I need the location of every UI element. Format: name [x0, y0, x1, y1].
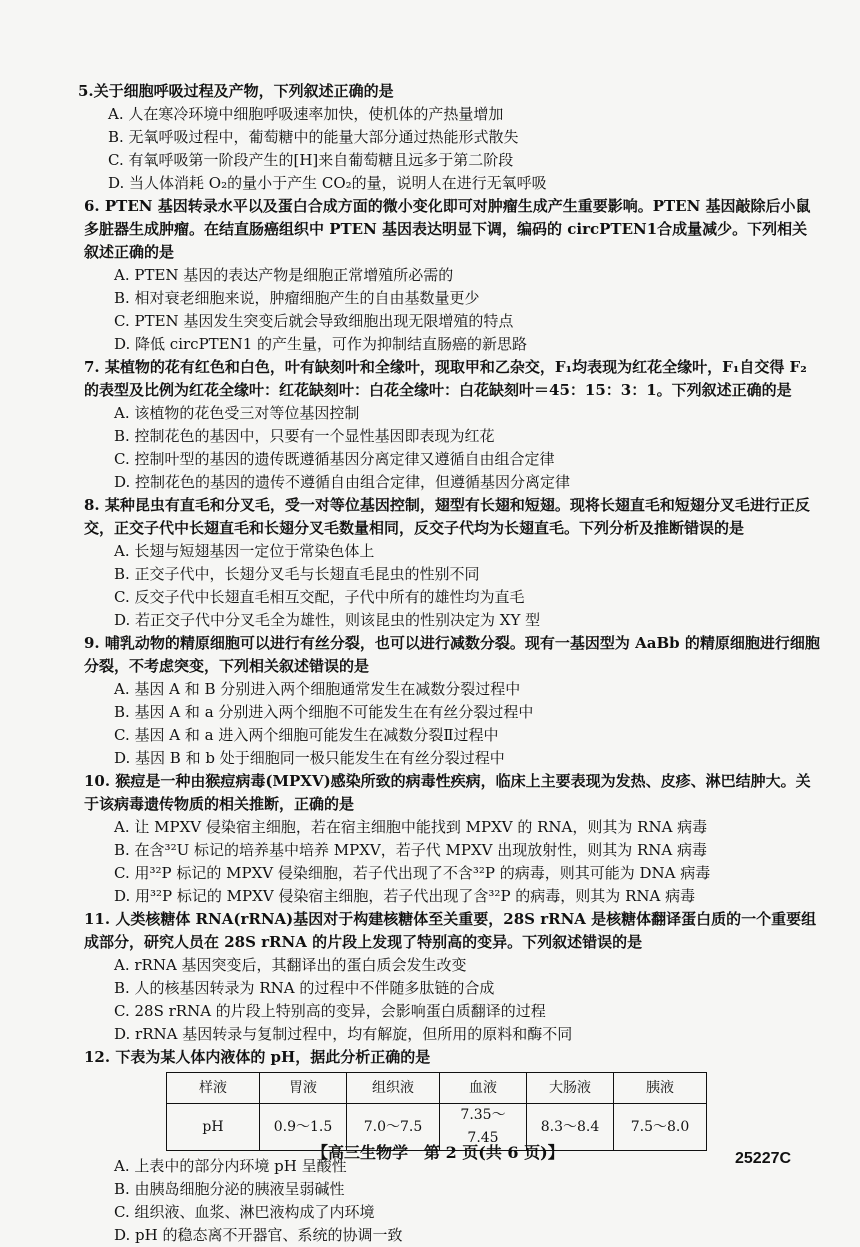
option-a: A. 让 MPXV 侵染宿主细胞，若在宿主细胞中能找到 MPXV 的 RNA，则其为 RNA 病毒	[114, 818, 708, 836]
table-header-row	[167, 1073, 707, 1104]
option-a: A. rRNA 基因突变后，其翻译出的蛋白质会发生改变	[114, 956, 467, 974]
option-a: A. 该植物的花色受三对等位基因控制	[114, 404, 360, 422]
question-stem: 6. PTEN 基因转录水平以及蛋白合成方面的微小变化即可对肿瘤生成产生重要影响。PTEN 基因敲除后小鼠多脏器生成肿瘤。在结直肠癌组织中 PTEN 基因表达明显下调，编码的 circPTEN1合成量减少。下列相关叙述正确的是	[84, 197, 811, 261]
option-c: C. 控制叶型的基因的遗传既遵循基因分离定律又遵循自由组合定律	[114, 450, 555, 468]
table-header-cell: 样液	[167, 1073, 260, 1104]
option-c: C. 28S rRNA 的片段上特别高的变异，会影响蛋白质翻译的过程	[114, 1002, 546, 1020]
option-c: C. 组织液、血浆、淋巴液构成了内环境	[114, 1203, 375, 1221]
option-a: A. 人在寒冷环境中细胞呼吸速率加快，使机体的产热量增加	[108, 105, 504, 123]
table-header-cell: 胰液	[614, 1073, 707, 1104]
question-stem: 12. 下表为某人体内液体的 pH，据此分析正确的是	[84, 1048, 431, 1066]
option-a: A. 基因 A 和 B 分别进入两个细胞通常发生在减数分裂过程中	[114, 680, 521, 698]
option-c: C. 反交子代中长翅直毛相互交配，子代中所有的雄性均为直毛	[114, 588, 525, 606]
page-number-label: 【高三生物学 第 2 页(共 6 页)】	[312, 1143, 564, 1162]
question-6	[84, 195, 820, 356]
option-b: B. 控制花色的基因中，只要有一个显性基因即表现为红花	[114, 427, 495, 445]
question-stem: 10. 猴痘是一种由猴痘病毒(MPXV)感染所致的病毒性疾病，临床上主要表现为发热、皮疹、淋巴结肿大。关于该病毒遗传物质的相关推断，正确的是	[84, 772, 811, 813]
option-d: D. rRNA 基因转录与复制过程中，均有解旋，但所用的原料和酶不同	[114, 1025, 573, 1043]
question-9	[84, 632, 820, 770]
table-cell: 7.5～8.0	[614, 1104, 707, 1151]
option-d: D. 若正交子代中分叉毛全为雄性，则该昆虫的性别决定为 XY 型	[114, 611, 541, 629]
table-cell: 0.9～1.5	[260, 1104, 347, 1151]
table-header-cell: 组织液	[347, 1073, 440, 1104]
option-b: B. 相对衰老细胞来说，肿瘤细胞产生的自由基数量更少	[114, 289, 480, 307]
table-cell: pH	[167, 1104, 260, 1151]
option-c: C. 基因 A 和 a 进入两个细胞可能发生在减数分裂Ⅱ过程中	[114, 726, 499, 744]
option-a: A. 长翅与短翅基因一定位于常染色体上	[114, 542, 375, 560]
option-b: B. 正交子代中，长翅分叉毛与长翅直毛昆虫的性别不同	[114, 565, 480, 583]
option-d: D. 当人体消耗 O₂的量小于产生 CO₂的量，说明人在进行无氧呼吸	[108, 174, 547, 192]
option-d: D. pH 的稳态离不开器官、系统的协调一致	[114, 1226, 403, 1244]
question-stem: 5.关于细胞呼吸过程及产物，下列叙述正确的是	[78, 82, 394, 100]
option-b: B. 无氧呼吸过程中，葡萄糖中的能量大部分通过热能形式散失	[108, 128, 519, 146]
option-d: D. 基因 B 和 b 处于细胞同一极只能发生在有丝分裂过程中	[114, 749, 505, 767]
option-d: D. 用³²P 标记的 MPXV 侵染宿主细胞，若子代出现了含³²P 的病毒，则其为 RNA 病毒	[114, 887, 696, 905]
option-a: A. PTEN 基因的表达产物是细胞正常增殖所必需的	[114, 266, 454, 284]
option-c: C. PTEN 基因发生突变后就会导致细胞出现无限增殖的特点	[114, 312, 514, 330]
option-c: C. 用³²P 标记的 MPXV 侵染细胞，若子代出现了不含³²P 的病毒，则其可能为 DNA 病毒	[114, 864, 711, 882]
table-header-cell: 胃液	[260, 1073, 347, 1104]
question-7	[84, 356, 820, 494]
question-8	[84, 494, 820, 632]
option-d: D. 控制花色的基因的遗传不遵循自由组合定律，但遵循基因分离定律	[114, 473, 571, 491]
option-c: C. 有氧呼吸第一阶段产生的[H]来自葡萄糖且远多于第二阶段	[108, 151, 514, 169]
table-header-cell: 血液	[440, 1073, 527, 1104]
table-cell: 8.3～8.4	[527, 1104, 614, 1151]
question-11	[84, 908, 820, 1046]
question-10	[84, 770, 820, 908]
exam-code: 25227C	[735, 1150, 792, 1167]
option-b: B. 人的核基因转录为 RNA 的过程中不伴随多肽链的合成	[114, 979, 495, 997]
question-stem: 9. 哺乳动物的精原细胞可以进行有丝分裂，也可以进行减数分裂。现有一基因型为 AaBb 的精原细胞进行细胞分裂，不考虑突变，下列相关叙述错误的是	[84, 634, 820, 675]
question-stem: 7. 某植物的花有红色和白色，叶有缺刻叶和全缘叶，现取甲和乙杂交，F₁均表现为红花全缘叶，F₁自交得 F₂的表型及比例为红花全缘叶：红花缺刻叶：白花全缘叶：白花缺刻叶＝45：15：3：1。下列叙述正确的是	[84, 358, 807, 399]
table-cell: 7.0～7.5	[347, 1104, 440, 1151]
question-stem: 11. 人类核糖体 RNA(rRNA)基因对于构建核糖体至关重要，28S rRNA 是核糖体翻译蛋白质的一个重要组成部分，研究人员在 28S rRNA 的片段上发现了特别高的变异。下列叙述错误的是	[84, 910, 817, 951]
question-5	[78, 80, 820, 195]
option-b: B. 基因 A 和 a 分别进入两个细胞不可能发生在有丝分裂过程中	[114, 703, 534, 721]
option-d: D. 降低 circPTEN1 的产生量，可作为抑制结直肠癌的新思路	[114, 335, 528, 353]
table-header-cell: 大肠液	[527, 1073, 614, 1104]
option-b: B. 在含³²U 标记的培养基中培养 MPXV，若子代 MPXV 出现放射性，则其为 RNA 病毒	[114, 841, 708, 859]
table-cell: 7.35～7.45	[440, 1104, 527, 1151]
option-b: B. 由胰岛细胞分泌的胰液呈弱碱性	[114, 1180, 345, 1198]
question-stem: 8. 某种昆虫有直毛和分叉毛，受一对等位基因控制，翅型有长翅和短翅。现将长翅直毛和短翅分叉毛进行正反交，正交子代中长翅直毛和长翅分叉毛数量相同，反交子代均为长翅直毛。下列分析及推断错误的是	[84, 496, 810, 537]
option-a: A. 上表中的部分内环境 pH 呈酸性	[114, 1157, 347, 1175]
